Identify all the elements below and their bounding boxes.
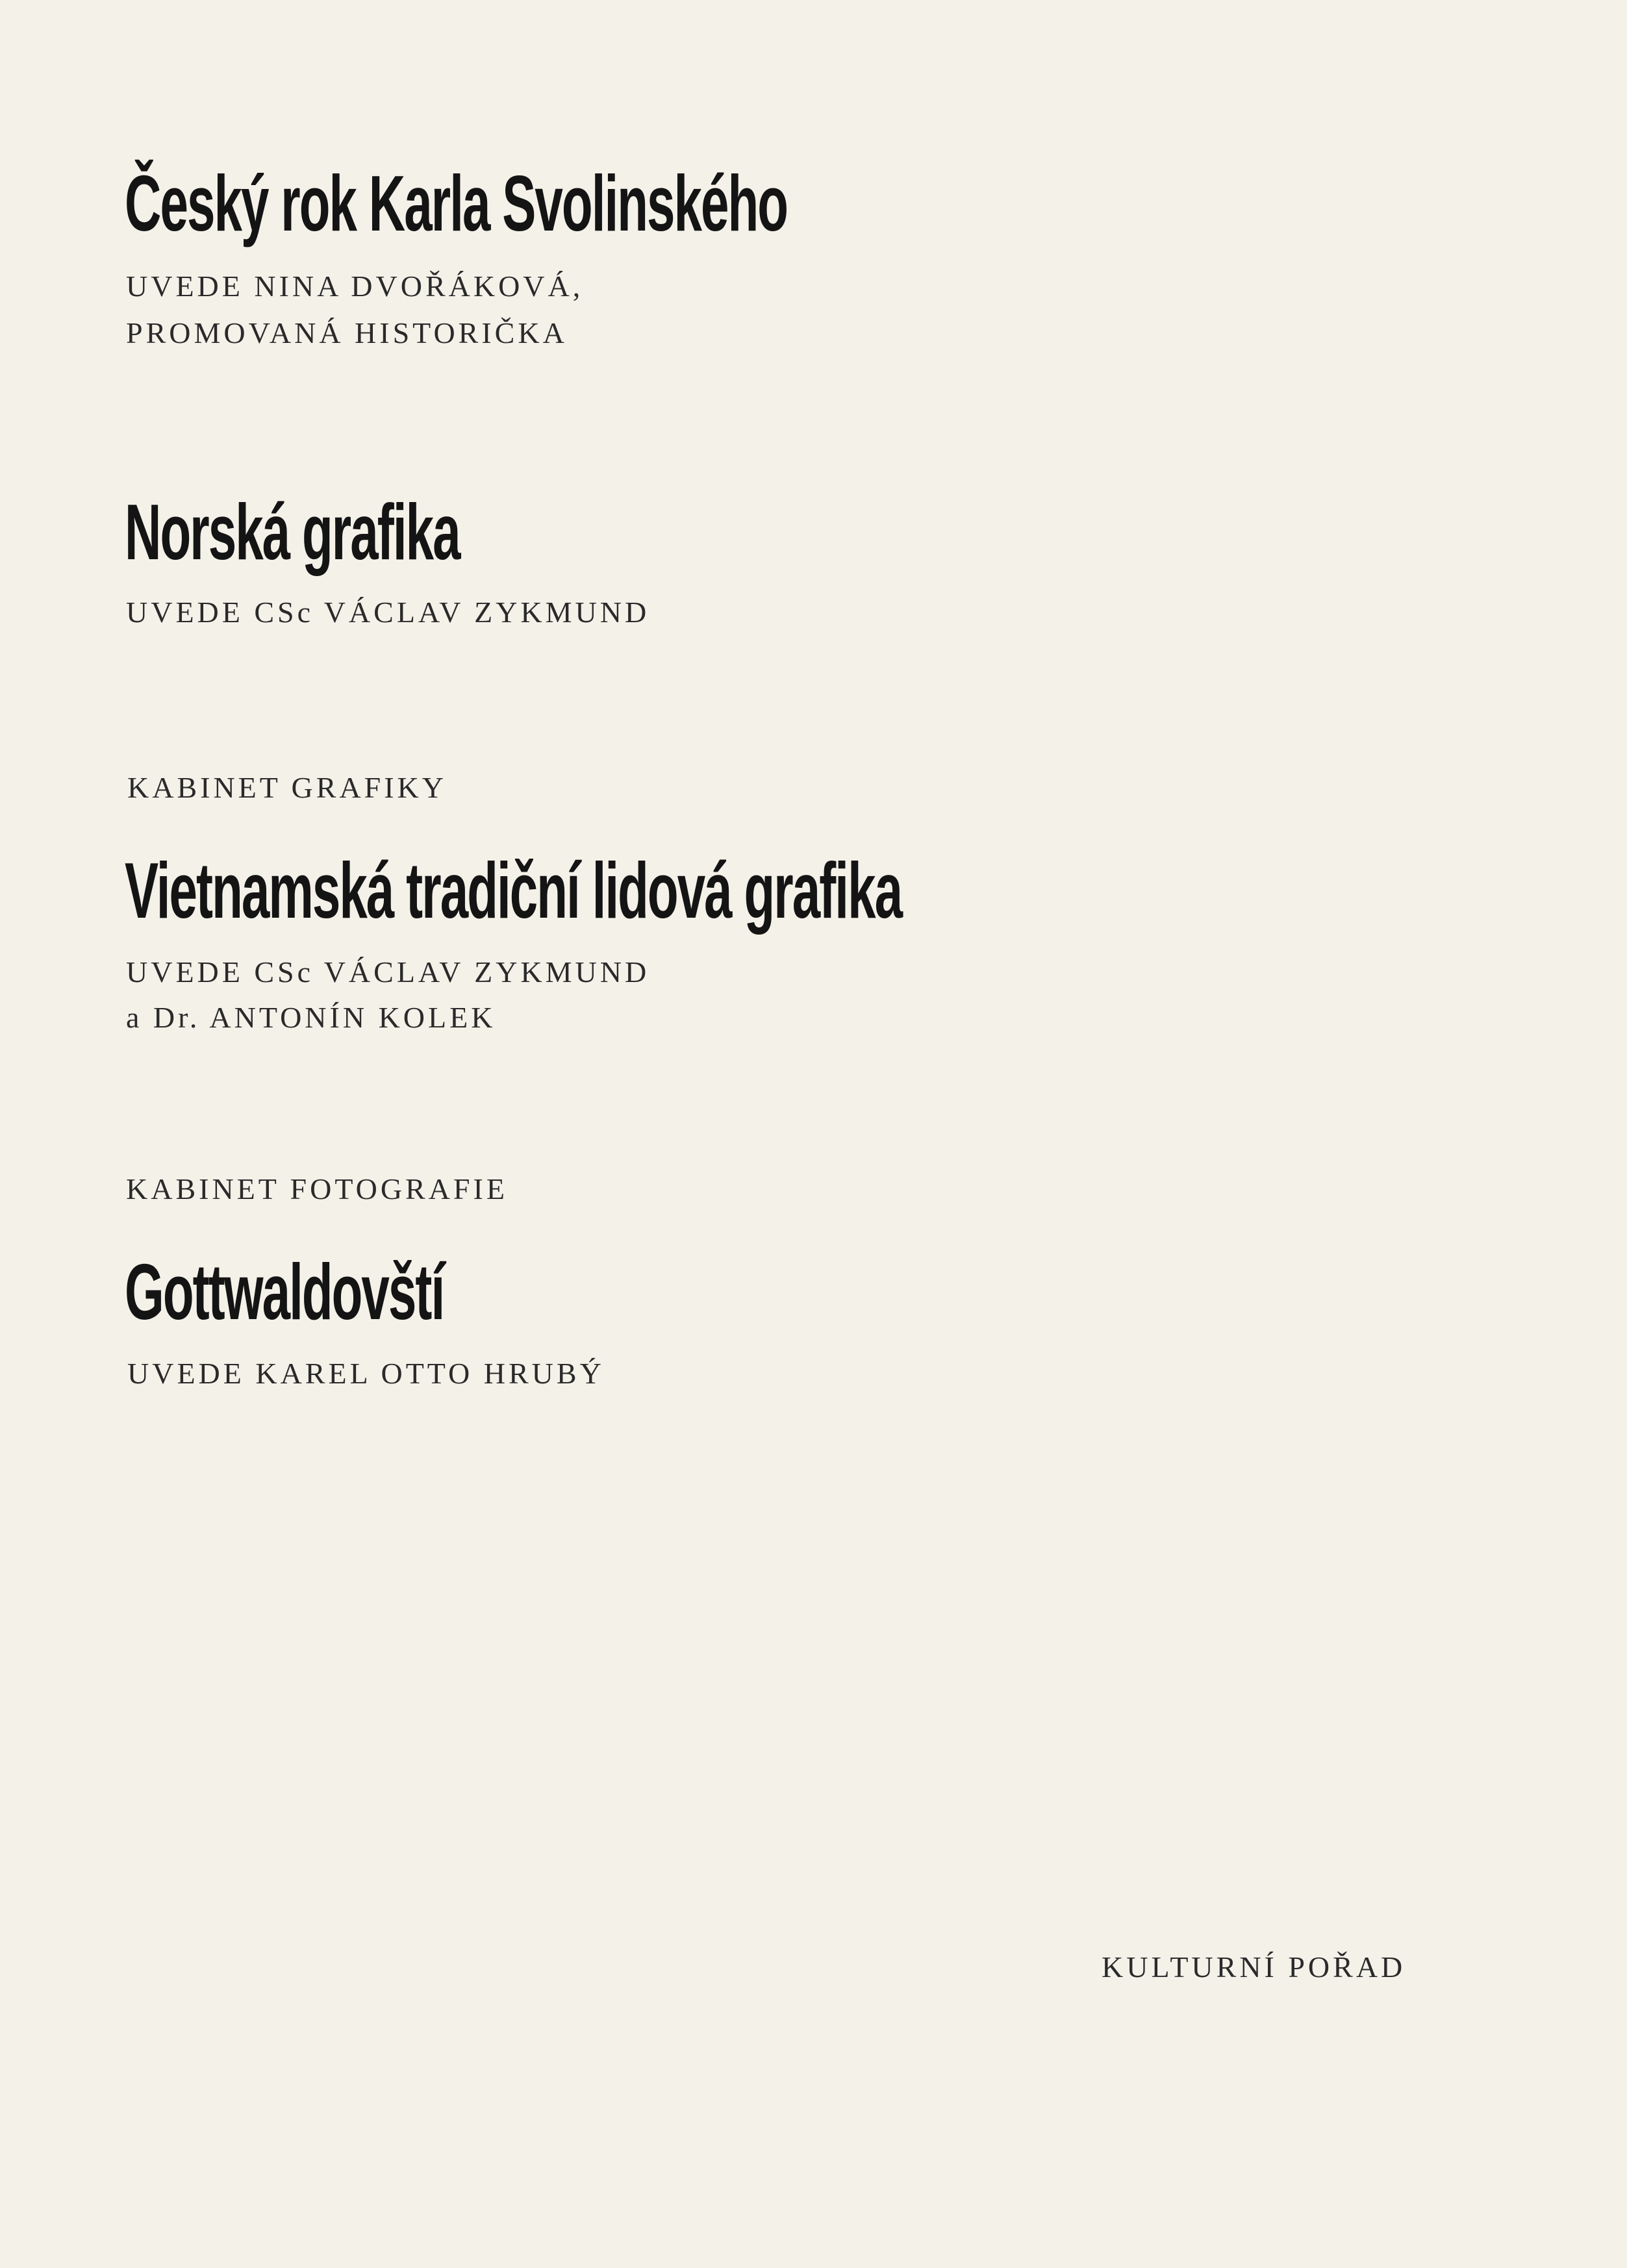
section-kicker: KABINET GRAFIKY xyxy=(127,771,447,804)
section-title: Norská grafika xyxy=(125,488,460,576)
section-title: Český rok Karla Svolinského xyxy=(125,159,788,247)
footer-label: KULTURNÍ POŘAD xyxy=(1102,1950,1406,1984)
credit-line: UVEDE NINA DVOŘÁKOVÁ, xyxy=(126,270,584,303)
credit-line: PROMOVANÁ HISTORIČKA xyxy=(126,316,568,349)
credit-line: a Dr. ANTONÍN KOLEK xyxy=(126,1001,496,1034)
section-kicker: KABINET FOTOGRAFIE xyxy=(126,1172,508,1205)
section-title: Gottwaldovští xyxy=(125,1248,444,1336)
credit-line: UVEDE CSc VÁCLAV ZYKMUND xyxy=(126,596,650,629)
section-title: Vietnamská tradiční lidová grafika xyxy=(125,846,902,935)
credit-line: UVEDE CSc VÁCLAV ZYKMUND xyxy=(126,955,650,989)
credit-line: UVEDE KAREL OTTO HRUBÝ xyxy=(127,1357,605,1390)
